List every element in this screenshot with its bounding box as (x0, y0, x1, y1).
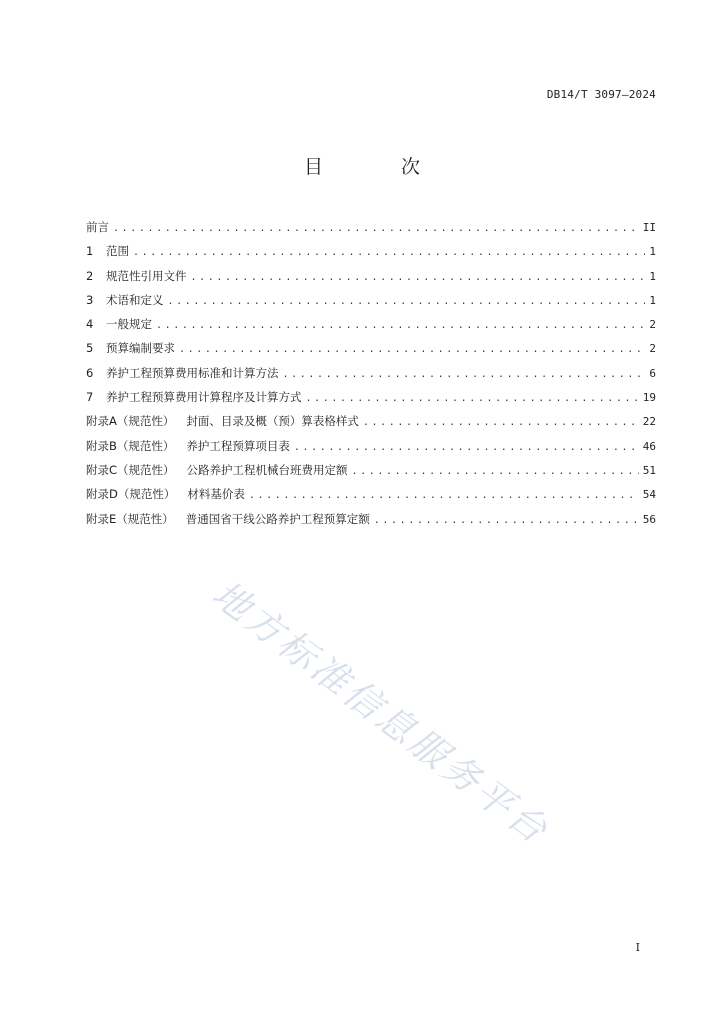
toc-entry-number: 7 (86, 390, 94, 405)
toc-entry-label: 前言 (86, 220, 109, 234)
toc-entry-label: 附录B（规范性） (86, 438, 175, 453)
toc-entry[interactable] (86, 218, 656, 242)
toc-dot-leader (191, 269, 646, 287)
watermark: 地方标准信息服务平台 (204, 572, 558, 854)
toc-entry[interactable] (86, 485, 656, 509)
toc-entry-page: 51 (642, 463, 656, 477)
toc-entry-page: 19 (642, 391, 656, 405)
toc-entry-page: 2 (649, 318, 656, 332)
toc-dot-leader (374, 512, 639, 530)
toc-entry-page: II (642, 221, 656, 234)
toc-dot-leader (113, 220, 639, 238)
toc-entry-number: 3 (86, 292, 94, 307)
toc-entry-page: 22 (642, 415, 656, 429)
toc-entry[interactable] (86, 510, 656, 534)
toc-entry-label: 范围 (106, 244, 129, 259)
toc-dot-leader (168, 293, 646, 311)
toc-entry-page: 46 (642, 439, 656, 453)
toc-entry-page: 1 (649, 293, 656, 307)
page-number: I (635, 941, 640, 954)
toc-entry-page: 1 (649, 269, 656, 283)
toc-entry[interactable] (86, 461, 656, 485)
toc-entry-number: 6 (86, 365, 94, 380)
toc-entry-label: 养护工程预算费用计算程序及计算方式 (106, 390, 302, 405)
toc-entry-page: 56 (642, 512, 656, 526)
toc-entry-page: 1 (649, 245, 656, 259)
table-of-contents (86, 218, 656, 534)
toc-appendix-title: 普通国省干线公路养护工程预算定额 (185, 511, 370, 526)
toc-entry-label: 术语和定义 (106, 292, 164, 307)
toc-dot-leader (283, 366, 646, 384)
toc-entry-label: 附录E（规范性） (86, 511, 174, 526)
toc-dot-leader (294, 439, 639, 457)
toc-appendix-title: 公路养护工程机械台班费用定额 (186, 462, 348, 477)
toc-entry[interactable] (86, 339, 656, 363)
toc-entry[interactable] (86, 412, 656, 436)
toc-dot-leader (249, 487, 639, 505)
standard-code: DB14/T 3097—2024 (546, 88, 656, 101)
toc-dot-leader (306, 390, 639, 408)
toc-appendix-title: 养护工程预算项目表 (186, 438, 290, 453)
toc-appendix-title: 封面、目录及概（预）算表格样式 (186, 414, 359, 429)
toc-dot-leader (133, 244, 645, 262)
toc-entry-label: 附录A（规范性） (86, 414, 175, 429)
toc-entry-number: 4 (86, 317, 94, 332)
page-title: 目 次 (303, 156, 457, 178)
toc-dot-leader (352, 463, 639, 481)
toc-entry-page: 54 (642, 488, 656, 502)
toc-entry-number: 2 (86, 268, 94, 283)
toc-entry[interactable] (86, 437, 656, 461)
toc-entry-label: 附录C（规范性） (86, 462, 175, 477)
toc-entry-label: 附录D（规范性） (86, 487, 176, 502)
toc-entry[interactable] (86, 242, 656, 266)
toc-entry[interactable] (86, 388, 656, 412)
toc-entry-number: 1 (86, 244, 94, 259)
toc-dot-leader (363, 414, 639, 432)
toc-entry-label: 一般规定 (106, 317, 152, 332)
toc-entry-page: 2 (649, 342, 656, 356)
toc-entry-label: 养护工程预算费用标准和计算方法 (106, 365, 279, 380)
toc-entry[interactable] (86, 291, 656, 315)
toc-entry[interactable] (86, 364, 656, 388)
toc-entry[interactable] (86, 267, 656, 291)
toc-entry-number: 5 (86, 341, 94, 356)
toc-appendix-title: 材料基价表 (187, 487, 245, 502)
toc-entry-page: 6 (649, 366, 656, 380)
toc-entry-label: 规范性引用文件 (106, 268, 187, 283)
toc-dot-leader (156, 317, 645, 335)
toc-entry-label: 预算编制要求 (106, 341, 175, 356)
toc-dot-leader (179, 341, 645, 359)
toc-entry[interactable] (86, 315, 656, 339)
